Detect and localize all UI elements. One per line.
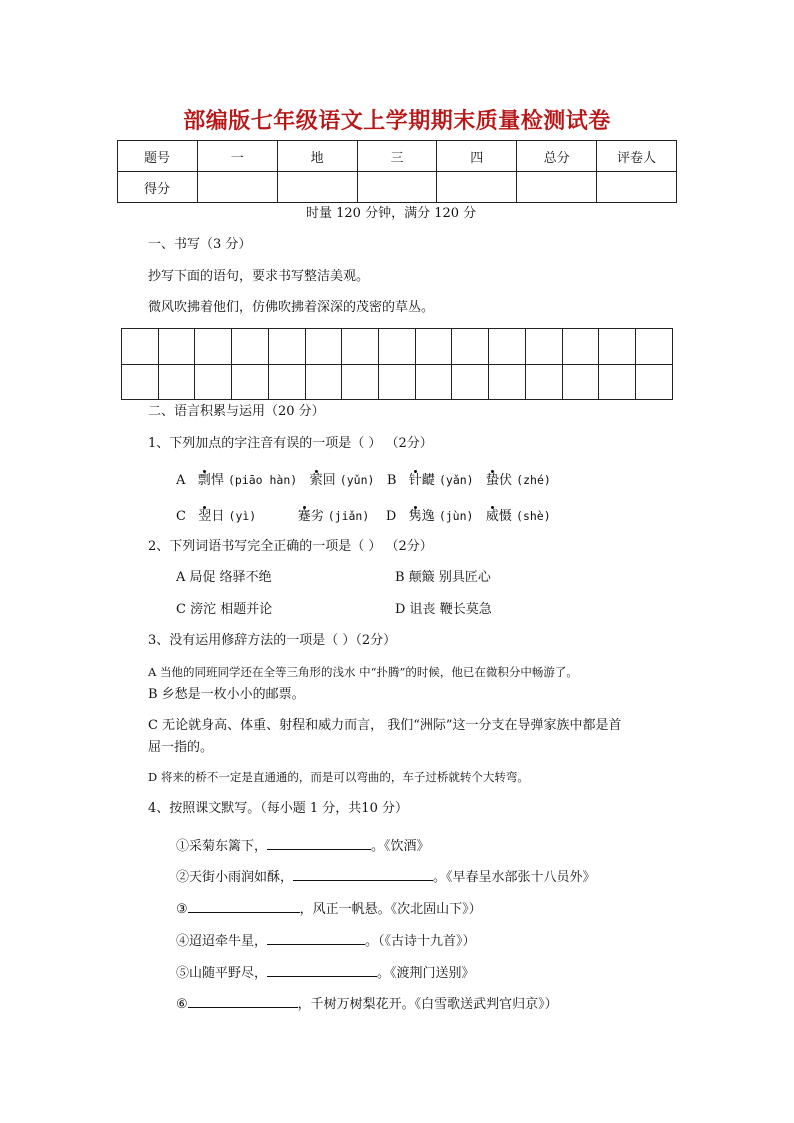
writing-box[interactable] [305, 364, 342, 400]
q1-c1-word: 翌日 [198, 509, 225, 524]
writing-box[interactable] [342, 329, 379, 365]
q4-stem: 4、按照课文默写。（每小题 1 分，共10 分） [148, 801, 408, 816]
q1-d1-word: 隽逸 [408, 509, 435, 524]
score-row-label: 得分 [118, 172, 198, 203]
q4-item-3-post: ，风正一帆悬。《次北固山下》） [299, 902, 482, 917]
q1-b2-word: 蛰伏 [486, 473, 513, 488]
q1-options-row1 [176, 472, 551, 489]
score-input-cell[interactable] [357, 172, 437, 203]
section1-heading: 一、书写（3 分） [148, 237, 252, 252]
q4-item-5 [176, 964, 475, 982]
section1-instruction: 抄写下面的语句，要求书写整洁美观。 [148, 269, 370, 284]
score-header-cell: 三 [357, 141, 437, 172]
writing-box[interactable] [379, 364, 416, 400]
writing-box[interactable] [305, 329, 342, 365]
q1-c2-pinyin: (jiǎn) [327, 509, 370, 523]
emphasis-dot-char: 针 [408, 473, 422, 488]
q1-c1-pinyin: (yì) [228, 509, 257, 523]
writing-box[interactable] [122, 329, 159, 365]
q1-b1-word: 针齼 [408, 473, 435, 488]
page-title: 部编版七年级语文上学期期末质量检测试卷 [183, 109, 611, 134]
q4-item-2-pre: ②天街小雨润如酥， [176, 870, 294, 885]
q3-option-a: A 当他的同班同学还在全等三角形的浅水 中“扑腾”的时候，他已在微积分中畅游了。 [148, 665, 578, 679]
writing-box[interactable] [268, 364, 305, 400]
q3-option-d: D 将来的桥不一定是直通通的，而是可以弯曲的，车子过桥就转个大转弯。 [148, 770, 529, 784]
writing-box[interactable] [452, 329, 489, 365]
answer-blank[interactable] [188, 995, 298, 1008]
emphasis-dot-char: 威 [485, 509, 499, 524]
writing-box[interactable] [122, 364, 159, 400]
section2-heading: 二、语言积累与运用（20 分） [148, 404, 325, 419]
score-header-cell: 一 [197, 141, 277, 172]
writing-box[interactable] [195, 329, 232, 365]
score-input-cell[interactable] [437, 172, 517, 203]
q4-item-6-post: ，千树万树梨花开。《白雪歌送武判官归京》） [297, 997, 558, 1012]
writing-grid-row [122, 364, 673, 400]
q2-option-b: B 颠簸 别具匠心 [395, 570, 491, 585]
q3-option-c-line1: C 无论就身高、体重、射程和威力而言， 我们“洲际”这一分支在导弹家族中都是首 [148, 718, 622, 733]
score-header-cell: 总分 [517, 141, 597, 172]
q1-d2-word: 威慑 [485, 509, 512, 524]
writing-box[interactable] [562, 329, 599, 365]
q4-item-5-post: 。《渡荆门送别》 [377, 966, 475, 981]
q1-c2-word: 蹇劣 [297, 509, 324, 524]
score-table-header-row [118, 141, 677, 172]
writing-box[interactable] [636, 364, 673, 400]
q1-option-c-label: C [176, 509, 186, 524]
q1-b1-pinyin: (yǎn) [438, 473, 474, 487]
score-input-cell[interactable] [277, 172, 357, 203]
q4-item-1 [176, 837, 430, 855]
writing-grid-row [122, 329, 673, 365]
writing-box[interactable] [232, 329, 269, 365]
answer-blank[interactable] [267, 837, 371, 850]
score-table-score-row [118, 172, 677, 203]
q3-option-c-line2: 屈一指的。 [148, 740, 214, 755]
q1-options-row2 [176, 508, 551, 525]
writing-box[interactable] [415, 329, 452, 365]
answer-blank[interactable] [267, 932, 365, 945]
writing-box[interactable] [342, 364, 379, 400]
writing-box[interactable] [158, 329, 195, 365]
score-header-cell: 评卷人 [597, 141, 677, 172]
time-info: 时量 120 分钟，满分 120 分 [306, 206, 477, 221]
q1-a2-word: 萦回 [309, 473, 336, 488]
score-header-cell: 四 [437, 141, 517, 172]
q2-option-a: A 局促 络驿不绝 [176, 570, 272, 585]
q1-d2-pinyin: (shè) [516, 509, 551, 523]
q3-stem: 3、没有运用修辞方法的一项是（ ）（2分） [148, 633, 397, 648]
q2-stem: 2、下列词语书写完全正确的一项是（ ） （2分） [148, 539, 433, 554]
emphasis-dot-char: 萦 [309, 473, 323, 488]
q1-a1-pinyin: (piāo hàn) [227, 473, 298, 487]
q4-item-6 [176, 995, 558, 1013]
emphasis-dot-char: 翌 [198, 509, 212, 524]
q1-stem: 1、下列加点的字注音有误的一项是（ ） （2分） [148, 436, 433, 451]
writing-box[interactable] [195, 364, 232, 400]
q4-item-2-post: 。《早春呈水部张十八员外》 [433, 870, 596, 885]
section1-sentence: 微风吹拂着他们，仿佛吹拂着深深的茂密的草丛。 [148, 300, 435, 315]
writing-box[interactable] [489, 364, 526, 400]
writing-box[interactable] [379, 329, 416, 365]
writing-box[interactable] [599, 329, 636, 365]
writing-box[interactable] [599, 364, 636, 400]
q1-a1-word: 剽悍 [197, 473, 224, 488]
q3-option-b: B 乡愁是一枚小小的邮票。 [148, 687, 305, 702]
score-input-cell[interactable] [597, 172, 677, 203]
writing-box[interactable] [268, 329, 305, 365]
q4-item-5-pre: ⑤山随平野尽， [176, 966, 268, 981]
q1-a2-pinyin: (yǔn) [339, 473, 375, 487]
emphasis-dot-char: 蹇 [297, 509, 311, 524]
writing-grid[interactable] [121, 328, 673, 400]
emphasis-dot-char: 蛰 [486, 473, 500, 488]
q1-d1-pinyin: (jùn) [438, 509, 474, 523]
q4-item-6-pre: ⑥ [176, 997, 188, 1012]
q4-item-2 [176, 868, 596, 886]
writing-box[interactable] [525, 329, 562, 365]
q1-b2-pinyin: (zhé) [516, 473, 551, 487]
score-header-cell: 地 [277, 141, 357, 172]
q4-item-4-pre: ④迢迢牵牛星， [176, 934, 268, 949]
answer-blank[interactable] [293, 868, 433, 881]
q1-option-a-label: A [176, 473, 186, 488]
q4-item-3-pre: ③ [176, 902, 188, 917]
writing-box[interactable] [525, 364, 562, 400]
writing-box[interactable] [232, 364, 269, 400]
q4-item-1-post: 。《饮酒》 [371, 839, 430, 854]
writing-box[interactable] [562, 364, 599, 400]
q4-item-4-post: 。（《古诗十九首》） [365, 934, 476, 949]
writing-box[interactable] [489, 329, 526, 365]
writing-box[interactable] [636, 329, 673, 365]
emphasis-dot-char: 剽 [197, 473, 211, 488]
score-header-cell: 题号 [118, 141, 198, 172]
q4-item-3 [176, 900, 482, 918]
answer-blank[interactable] [188, 900, 300, 913]
score-table [117, 140, 677, 203]
writing-box[interactable] [415, 364, 452, 400]
answer-blank[interactable] [267, 964, 377, 977]
score-input-cell[interactable] [197, 172, 277, 203]
q2-option-d: D 诅丧 鞭长莫急 [395, 602, 492, 617]
writing-box[interactable] [452, 364, 489, 400]
q2-option-c: C 滂沱 相题并论 [176, 602, 273, 617]
q1-option-d-label: D [385, 509, 397, 524]
q1-option-b-label: B [386, 473, 397, 488]
score-input-cell[interactable] [517, 172, 597, 203]
q4-item-4 [176, 932, 476, 950]
q4-item-1-pre: ①采菊东篱下， [176, 839, 268, 854]
writing-box[interactable] [158, 364, 195, 400]
emphasis-dot-char: 隽 [408, 509, 422, 524]
